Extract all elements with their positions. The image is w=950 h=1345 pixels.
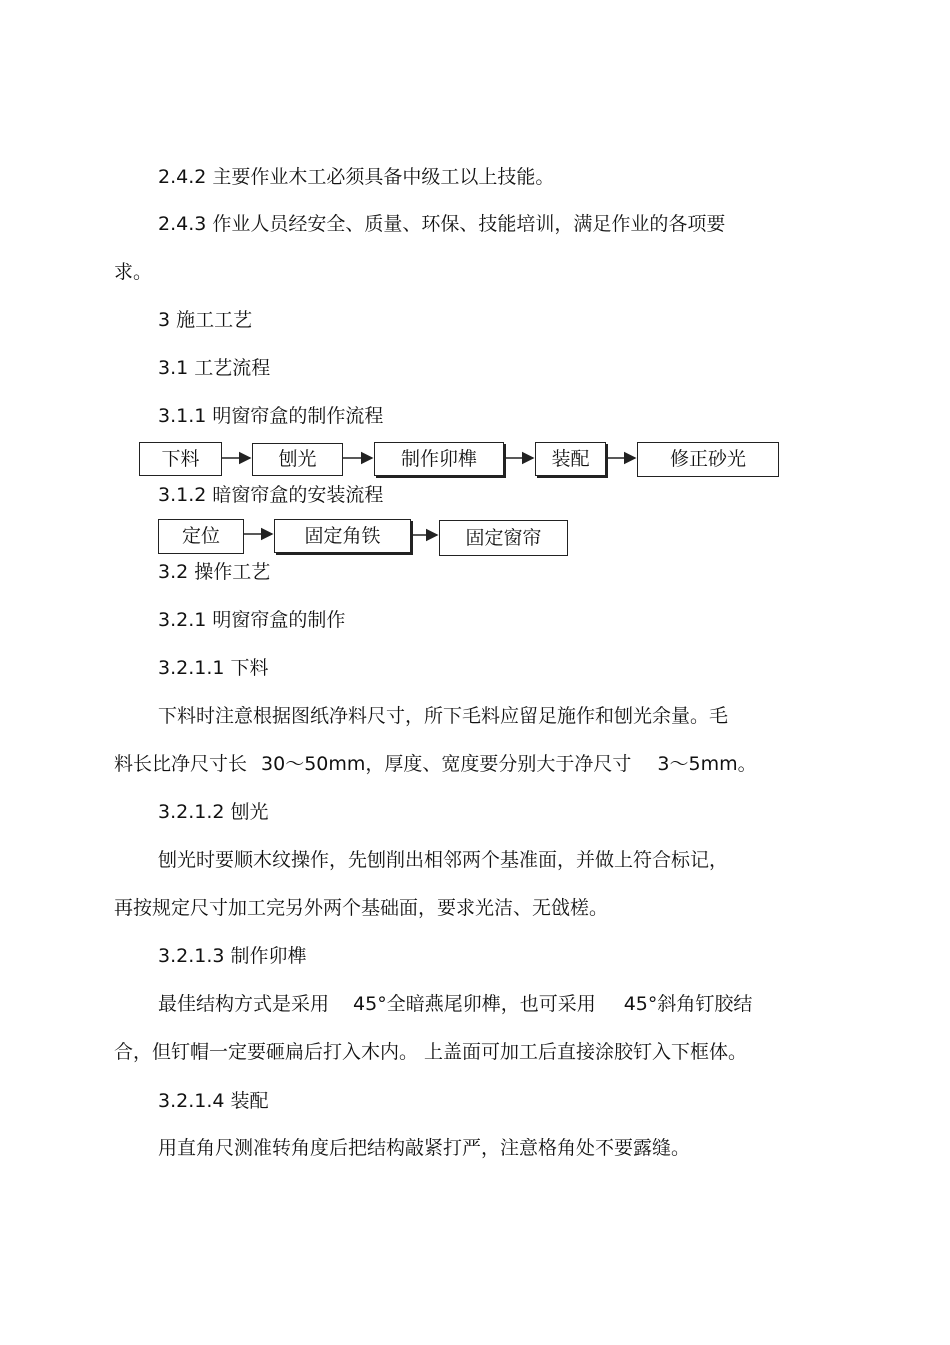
paragraph-2-line-2: 再按规定尺寸加工完另外两个基础面，要求光洁、无戗槎。 [114, 897, 609, 919]
clause-2-4-2: 2.4.2 主要作业木工必须具备中级工以上技能。 [158, 166, 555, 188]
flow2-step-3: 固定窗帘 [439, 520, 568, 556]
p3-part-1: 最佳结构方式是采用 [158, 993, 330, 1015]
p3-part-3: 45°斜角钉胶结 [623, 993, 753, 1015]
paragraph-3-line-2: 合，但钉帽一定要砸扁后打入木内。 上盖面可加工后直接涂胶钉入下框体。 [114, 1041, 748, 1063]
section-3-2-1-3-heading: 3.2.1.3 制作卯榫 [158, 945, 307, 967]
paragraph-1-line-2 [114, 751, 757, 777]
flow2-step-1: 定位 [158, 519, 244, 554]
section-3-2-heading: 3.2 操作工艺 [158, 561, 271, 583]
paragraph-3-line-1 [158, 991, 752, 1017]
flow-arrows [0, 0, 950, 600]
flow2-step-2: 固定角铁 [274, 519, 411, 553]
section-3-2-1-4-heading: 3.2.1.4 装配 [158, 1090, 269, 1112]
flow1-step-1: 下料 [139, 442, 222, 476]
section-3-1-heading: 3.1 工艺流程 [158, 357, 271, 379]
p1-part-3: 3～5mm。 [657, 753, 757, 775]
p1-part-2: 30～50mm，厚度、宽度要分别大于净尺寸 [261, 753, 632, 775]
p3-part-2: 45°全暗燕尾卯榫，也可采用 [353, 993, 596, 1015]
section-3-2-1-1-heading: 3.2.1.1 下料 [158, 657, 269, 679]
section-3-2-1-2-heading: 3.2.1.2 刨光 [158, 801, 269, 823]
section-3-heading: 3 施工工艺 [158, 309, 253, 331]
paragraph-2-line-1: 刨光时要顺木纹操作，先刨削出相邻两个基准面，并做上符合标记， [158, 849, 729, 871]
section-3-2-1-heading: 3.2.1 明窗帘盒的制作 [158, 609, 346, 631]
flow1-step-2: 刨光 [252, 443, 343, 476]
p1-part-1: 料长比净尺寸长 [114, 753, 248, 775]
section-3-1-2-heading: 3.1.2 暗窗帘盒的安装流程 [158, 484, 384, 506]
paragraph-4: 用直角尺测准转角度后把结构敲紧打严，注意格角处不要露缝。 [158, 1137, 691, 1159]
clause-2-4-3: 2.4.3 作业人员经安全、质量、环保、技能培训，满足作业的各项要 [158, 213, 726, 235]
section-3-1-1-heading: 3.1.1 明窗帘盒的制作流程 [158, 405, 384, 427]
flow1-step-5: 修正砂光 [637, 442, 779, 477]
flow1-step-3: 制作卯榫 [374, 442, 504, 476]
paragraph-1-line-1: 下料时注意根据图纸净料尺寸，所下毛料应留足施作和刨光余量。毛 [158, 705, 729, 727]
flow1-step-4: 装配 [535, 442, 606, 476]
clause-2-4-3-cont: 求。 [114, 261, 153, 283]
